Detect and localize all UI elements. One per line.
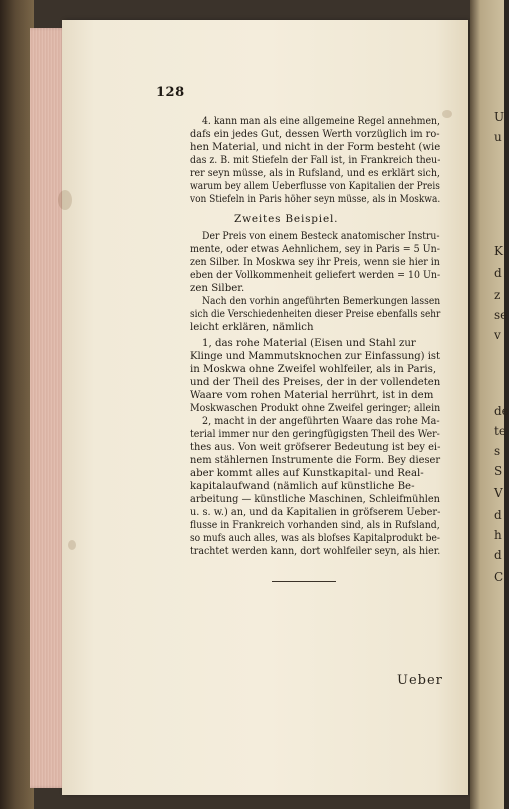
facing-page-fragment: z (494, 288, 501, 302)
facing-page-fragment: d (494, 508, 502, 522)
facing-page-fragment: se (494, 308, 508, 322)
text-line: so mufs auch alles, was als blofses Kapitalprodukt be- (190, 533, 440, 544)
text-line: arbeitung — künstliche Maschinen, Schleifmühlen (190, 494, 440, 505)
text-line: dafs ein jedes Gut, dessen Werth vorzüglich im ro- (190, 129, 440, 140)
section-heading: Zweites Beispiel. (234, 213, 339, 225)
text-line: aber kommt alles auf Kunstkapital- und Real- (190, 468, 424, 479)
text-line: nem stählernen Instrumente die Form. Bey dieser (190, 455, 441, 466)
facing-page-fragment: C (494, 570, 504, 584)
text-line: kapitalaufwand (nämlich auf künstliche Be- (190, 481, 415, 492)
end-rule (272, 581, 336, 582)
text-line: in Moskwa ohne Zweifel wohlfeiler, als in Paris, (190, 364, 437, 375)
text-line: rer seyn müsse, als in Rufsland, und es erklärt sich, (190, 168, 440, 179)
facing-page-fragment: u (494, 130, 502, 144)
text-line: leicht erklären, nämlich (190, 322, 314, 333)
facing-page-fragment: U (494, 110, 505, 124)
text-line: und der Theil des Preises, der in der vollendeten (190, 377, 441, 388)
text-line: Nach den vorhin angeführten Bemerkungen lassen (202, 296, 441, 307)
text-line: mente, oder etwas Aehnlichem, sey in Paris = 5 Un- (190, 244, 440, 255)
text-line: u. s. w.) an, und da Kapitalien in gröfserem Ueber- (190, 507, 441, 518)
text-line: 2, macht in der angeführten Waare das rohe Ma- (202, 416, 440, 427)
text-line: sich die Verschiedenheiten dieser Preise ebenfalls sehr (190, 309, 441, 320)
text-line: Waare vom rohen Material herrührt, ist in dem (190, 390, 434, 401)
text-line: von Stiefeln in Paris höher seyn müsse, als in Moskwa. (190, 194, 441, 205)
text-line: Der Preis von einem Besteck anatomischer Instru- (202, 231, 440, 242)
text-line: zen Silber. (190, 283, 245, 294)
catchword: Ueber (397, 673, 443, 688)
facing-page-fragment: K (494, 244, 503, 258)
text-line: terial immer nur den geringfügigsten Theil des Wer- (190, 429, 440, 440)
text-line: hen Material, und nicht in der Form besteht (wie (190, 142, 441, 153)
page-number: 128 (156, 85, 185, 100)
facing-page-fragment: te (494, 424, 506, 438)
text-line: eben der Vollkommenheit geliefert werden = 10 Un- (190, 270, 441, 281)
text-line: thes aus. Von weit gröfserer Bedeutung ist bey ei- (190, 442, 441, 453)
facing-page-fragment: h (494, 528, 502, 542)
text-line: das z. B. mit Stiefeln der Fall ist, in Frankreich theu- (190, 155, 441, 166)
facing-page-fragment: V (494, 486, 503, 500)
text-line: warum bey allem Ueberflusse von Kapitalien der Preis (190, 181, 440, 192)
text-line: 1, das rohe Material (Eisen und Stahl zur (202, 338, 416, 349)
text-line: zen Silber. In Moskwa sey ihr Preis, wenn sie hier in (190, 257, 440, 268)
text-line: Moskwaschen Produkt ohne Zweifel geringer; allein (190, 403, 441, 414)
facing-page-fragment: S (494, 464, 503, 478)
facing-page-fragment: d (494, 548, 502, 562)
text-line: 4. kann man als eine allgemeine Regel annehmen, (202, 116, 440, 127)
facing-page-fragment: v (494, 328, 501, 342)
text-line: trachtet werden kann, dort wohlfeiler seyn, als hier. (190, 546, 441, 557)
facing-page-fragment: d (494, 266, 502, 280)
text-line: Klinge und Mammutsknochen zur Einfassung) ist (190, 351, 441, 362)
facing-page-fragment: de (494, 404, 509, 418)
text-line: flusse in Frankreich vorhanden sind, als in Rufsland, (190, 520, 440, 531)
facing-page-fragment: s (494, 444, 501, 458)
